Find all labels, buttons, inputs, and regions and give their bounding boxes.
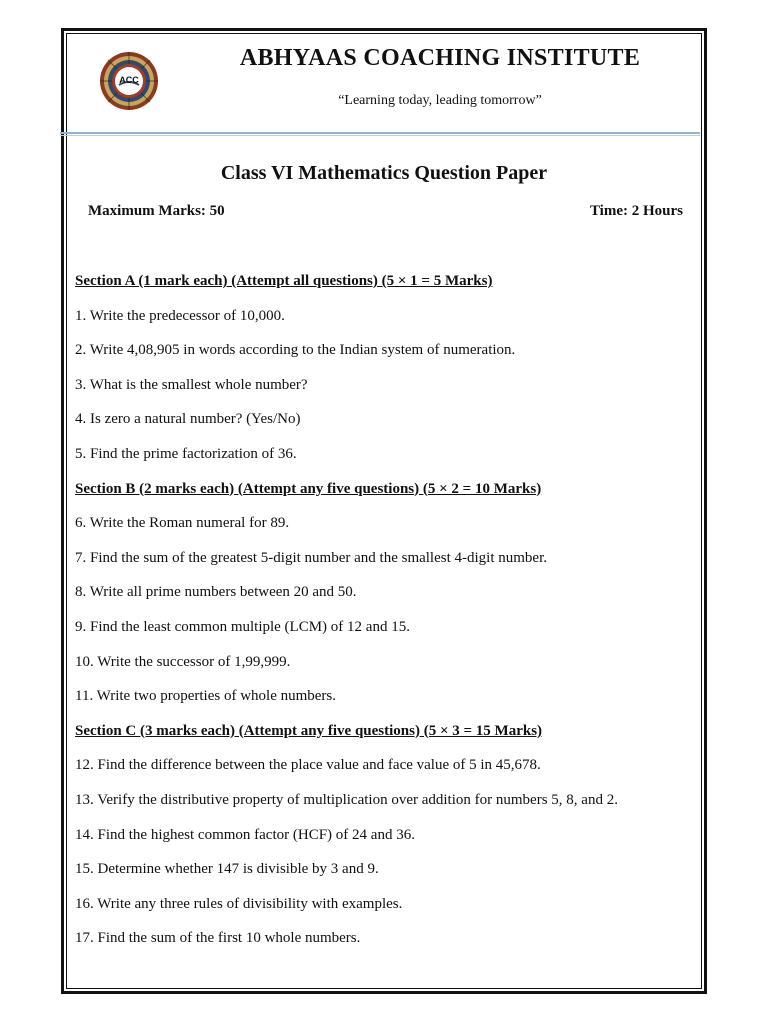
- question-item: 8. Write all prime numbers between 20 and 50.: [75, 584, 357, 601]
- header-divider: [60, 132, 700, 134]
- header-divider-secondary: [60, 135, 700, 136]
- question-item: 4. Is zero a natural number? (Yes/No): [75, 411, 301, 428]
- institute-tagline: “Learning today, leading tomorrow”: [338, 93, 542, 108]
- institute-logo: [98, 45, 160, 117]
- question-item: 7. Find the sum of the greatest 5-digit number and the smallest 4-digit number.: [75, 549, 548, 566]
- question-list: [75, 271, 695, 963]
- question-item: 9. Find the least common multiple (LCM) of 12 and 15.: [75, 618, 410, 635]
- question-item: 1. Write the predecessor of 10,000.: [75, 307, 285, 324]
- question-item: 14. Find the highest common factor (HCF) of 24 and 36.: [75, 826, 415, 843]
- question-item: 16. Write any three rules of divisibility with examples.: [75, 895, 403, 912]
- question-item: 10. Write the successor of 1,99,999.: [75, 653, 291, 670]
- question-item: 2. Write 4,08,905 in words according to the Indian system of numeration.: [75, 342, 516, 359]
- question-item: 12. Find the difference between the place value and face value of 5 in 45,678.: [75, 757, 541, 774]
- question-item: 13. Verify the distributive property of multiplication over addition for numbers 5, 8, and 2.: [75, 791, 618, 808]
- section-heading: Section B (2 marks each) (Attempt any five questions) (5 × 2 = 10 Marks): [75, 480, 542, 497]
- question-item: 17. Find the sum of the first 10 whole numbers.: [75, 930, 361, 947]
- logo-text: ACC: [119, 75, 139, 85]
- question-item: 5. Find the prime factorization of 36.: [75, 445, 297, 462]
- paper-title: Class VI Mathematics Question Paper: [220, 162, 548, 184]
- question-item: 6. Write the Roman numeral for 89.: [75, 515, 290, 532]
- question-item: 3. What is the smallest whole number?: [75, 376, 308, 393]
- section-heading: Section C (3 marks each) (Attempt any five questions) (5 × 3 = 15 Marks): [75, 722, 543, 739]
- question-item: 11. Write two properties of whole numbers.: [75, 688, 337, 705]
- section-heading: Section A (1 mark each) (Attempt all questions) (5 × 1 = 5 Marks): [75, 273, 493, 289]
- institute-name: ABHYAAS COACHING INSTITUTE: [239, 45, 641, 71]
- time-allowed: Time: 2 Hours: [589, 203, 683, 219]
- question-item: 15. Determine whether 147 is divisible by 3 and 9.: [75, 861, 379, 878]
- maximum-marks: Maximum Marks: 50: [88, 203, 225, 219]
